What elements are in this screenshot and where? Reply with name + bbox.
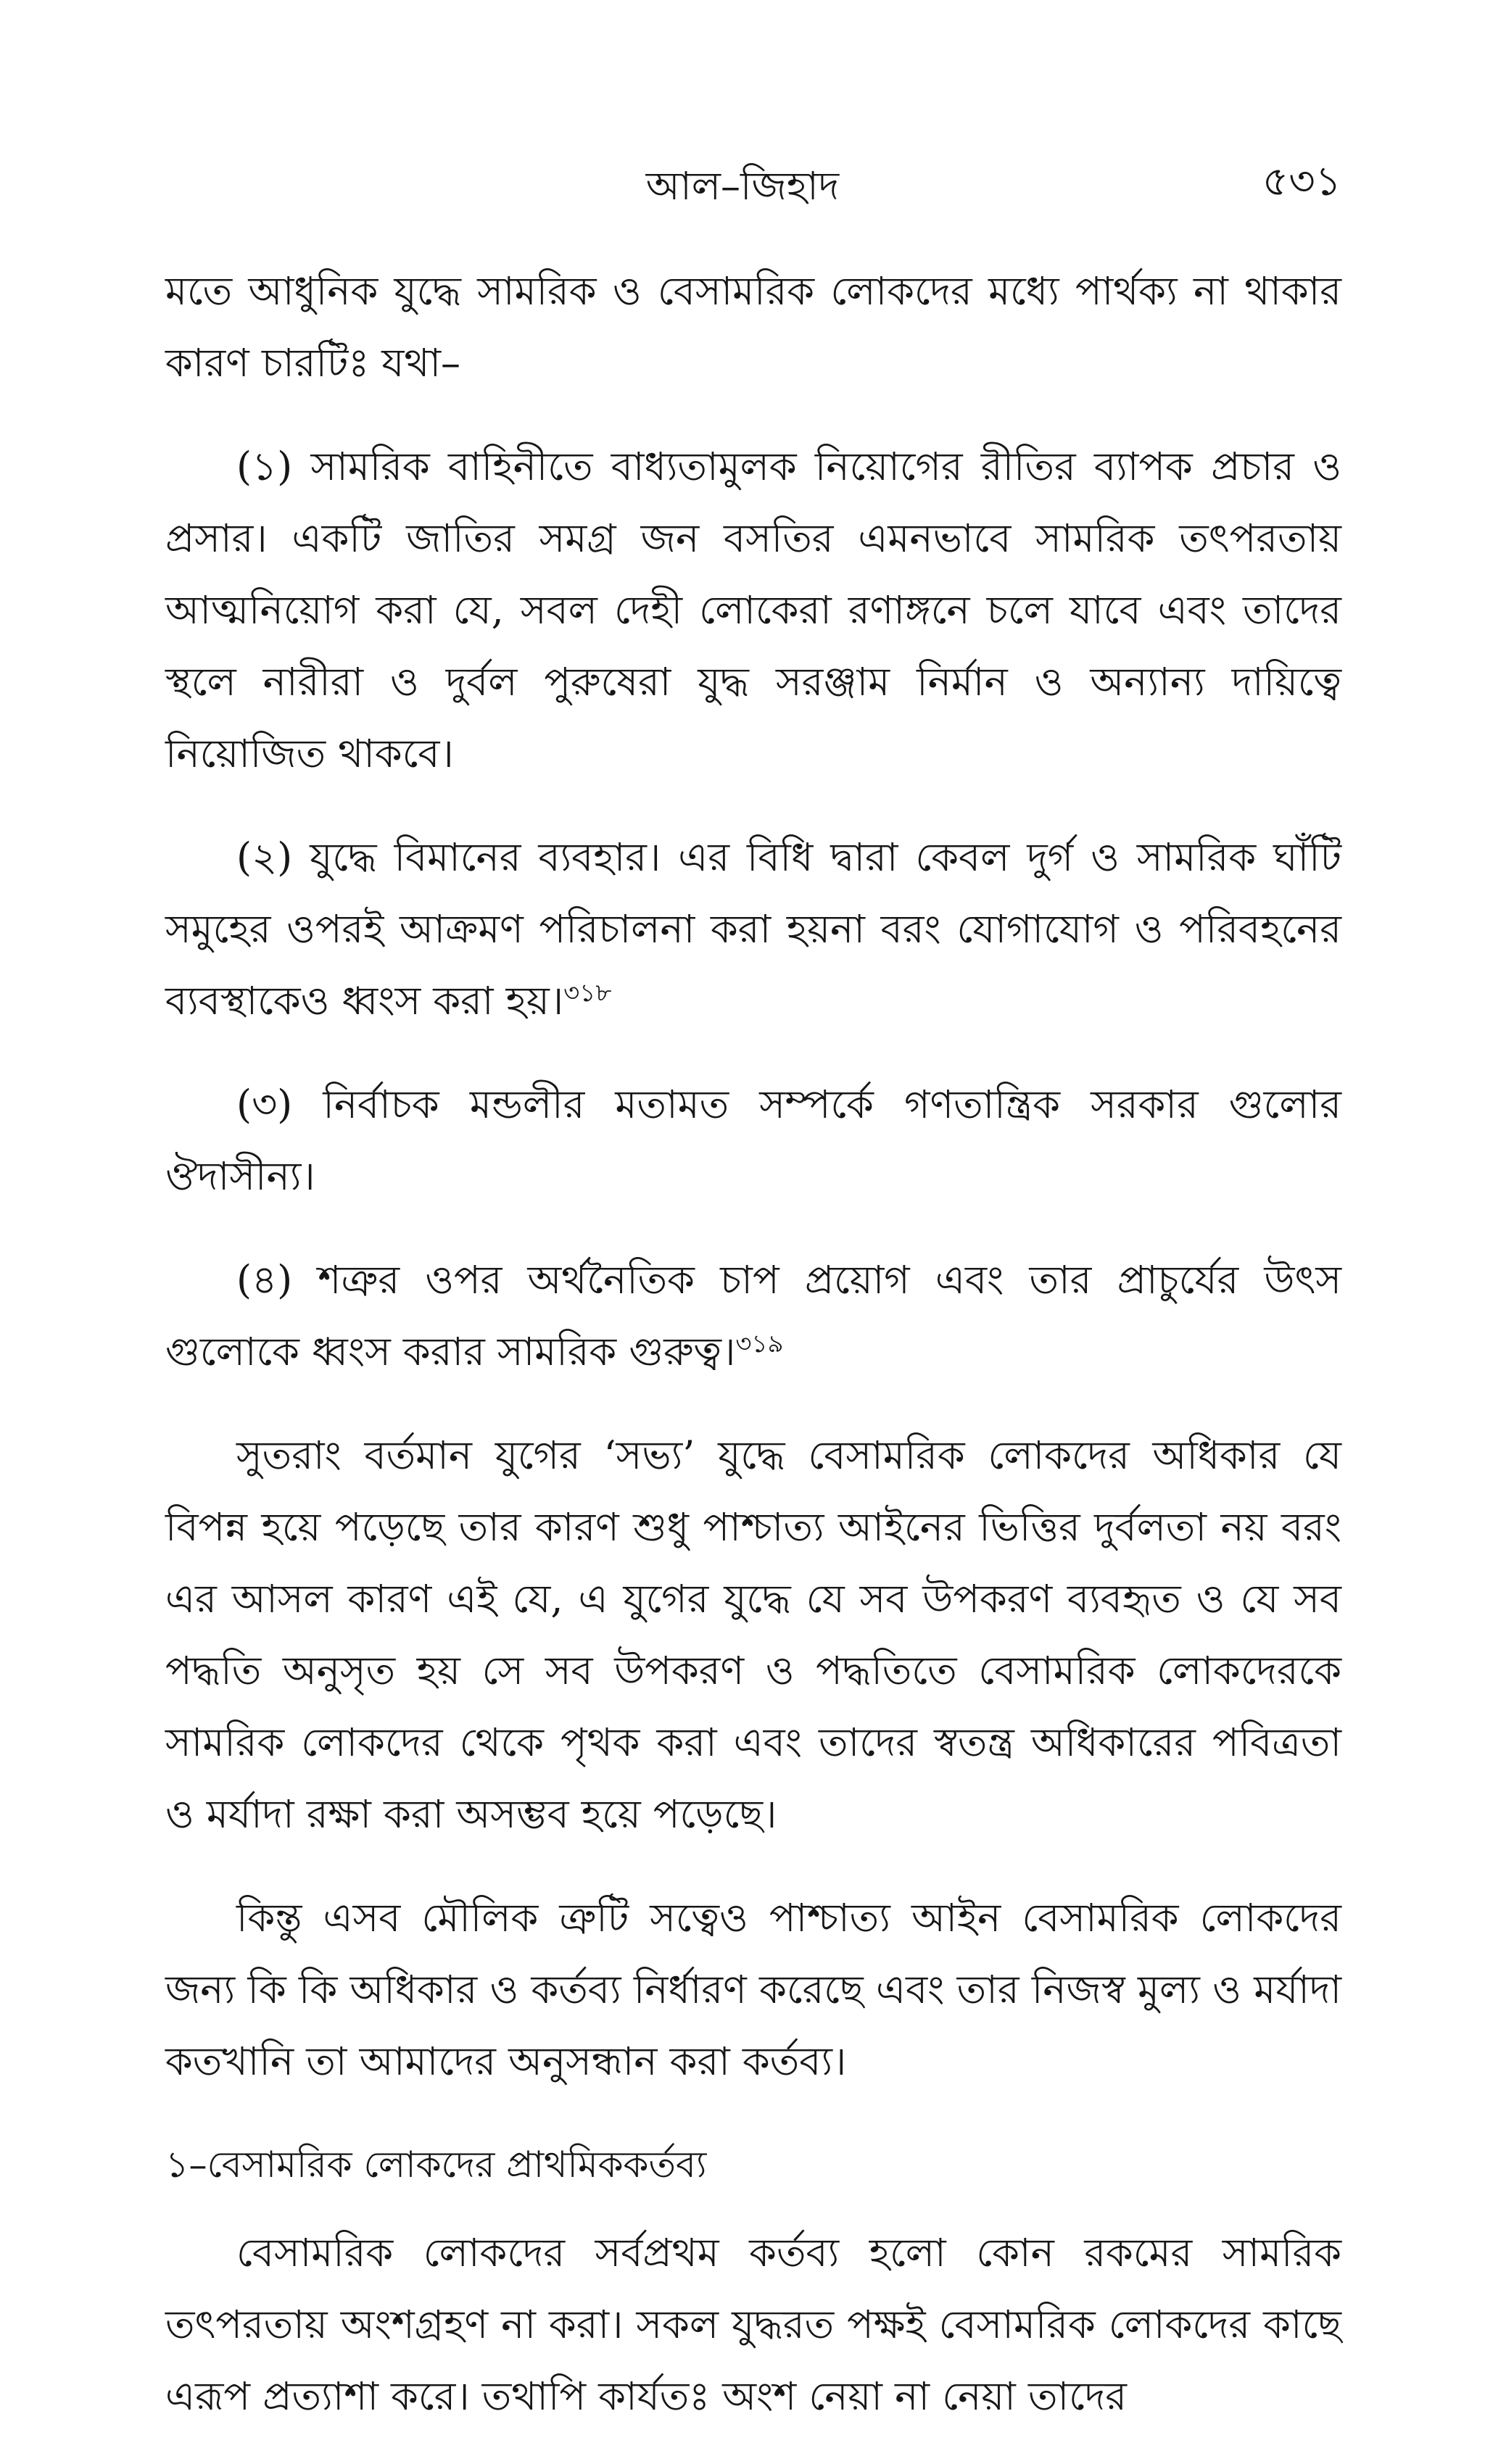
paragraph-point-3	[165, 1069, 1341, 1212]
paragraph-text: সুতরাং বর্তমান যুগের ‘সভ্য’ যুদ্ধে বেসামরিক লোকদের অধিকার যে বিপন্ন হয়ে পড়েছে তার কারণ শুধু পাশ্চাত্য আইনের ভিত্তির দুর্বলতা নয় বরং এর আসল কারণ এই যে, এ যুগের যুদ্ধে যে সব উপকরণ ব্যবহৃত ও যে সব পদ্ধতি অনুসৃত হয় সে সব উপকরণ ও পদ্ধতিতে বেসামরিক লোকদেরকে সামরিক লোকদের থেকে পৃথক করা এবং তাদের স্বতন্ত্র অধিকারের পবিত্রতা ও মর্যাদা রক্ষা করা অসম্ভব হয়ে পড়েছে।	[165, 1432, 1341, 1837]
body-text	[165, 255, 1341, 2464]
paragraph-continuation	[165, 255, 1341, 399]
paragraph-text: (১) সামরিক বাহিনীতে বাধ্যতামুলক নিয়োগের রীতির ব্যাপক প্রচার ও প্রসার। একটি জাতির সমগ্র জন বসতির এমনভাবে সামরিক তৎপরতায় আত্মনিয়োগ করা যে, সবল দেহী লোকেরা রণাঙ্গনে চলে যাবে এবং তাদের স্থলে নারীরা ও দুর্বল পুরুষেরা যুদ্ধ সরঞ্জাম নির্মান ও অন্যান্য দায়িত্বে নিয়োজিত থাকবে।	[165, 444, 1341, 776]
running-title: আল–জিহাদ	[645, 163, 840, 209]
paragraph-point-4	[165, 1244, 1341, 1387]
footnote-marker: ৩১৯	[735, 1330, 784, 1358]
paragraph-point-2	[165, 821, 1341, 1037]
paragraph-text: মতে আধুনিক যুদ্ধে সামরিক ও বেসামরিক লোকদের মধ্যে পার্থক্য না থাকার কারণ চারটিঃ যথা–	[165, 268, 1341, 386]
paragraph-text: (৩) নির্বাচক মন্ডলীর মতামত সম্পর্কে গণতান্ত্রিক সরকার গুলোর ঔদাসীন্য।	[165, 1082, 1341, 1199]
paragraph-point-1	[165, 431, 1341, 789]
paragraph-text: বেসামরিক লোকদের সর্বপ্রথম কর্তব্য হলো কোন রকমের সামরিক তৎপরতায় অংশগ্রহণ না করা। সকল যুদ্ধরত পক্ষই বেসামরিক লোকদের কাছে এরূপ প্রত্যাশা করে। তথাপি কার্যতঃ অংশ নেয়া না নেয়া তাদের	[165, 2230, 1341, 2419]
footnote-marker: ৩১৮	[563, 979, 612, 1008]
paragraph-text: কিন্তু এসব মৌলিক ত্রুটি সত্বেও পাশ্চাত্য আইন বেসামরিক লোকদের জন্য কি কি অধিকার ও কর্তব্য নির্ধারণ করেছে এবং তার নিজস্ব মুল্য ও মর্যাদা কতখানি তা আমাদের অনুসন্ধান করা কর্তব্য।	[165, 1895, 1341, 2084]
paragraph-section-body	[165, 2217, 1341, 2432]
paragraph-western-law	[165, 1882, 1341, 2097]
paragraph-text: (৪) শত্রুর ওপর অর্থনৈতিক চাপ প্রয়োগ এবং তার প্রাচুর্যের উৎস গুলোকে ধ্বংস করার সামরিক গুরুত্ব।	[165, 1257, 1341, 1374]
page-number: ৫৩১	[1262, 158, 1341, 205]
section-heading: ১–বেসামরিক লোকদের প্রাথমিককর্তব্য	[165, 2144, 707, 2186]
paragraph-text: (২) যুদ্ধে বিমানের ব্যবহার। এর বিধি দ্বারা কেবল দুর্গ ও সামরিক ঘাঁটি সমুহের ওপরই আক্রমণ পরিচালনা করা হয়না বরং যোগাযোগ ও পরিবহনের ব্যবস্থাকেও ধ্বংস করা হয়।	[165, 834, 1341, 1024]
paragraph-conclusion	[165, 1419, 1341, 1850]
